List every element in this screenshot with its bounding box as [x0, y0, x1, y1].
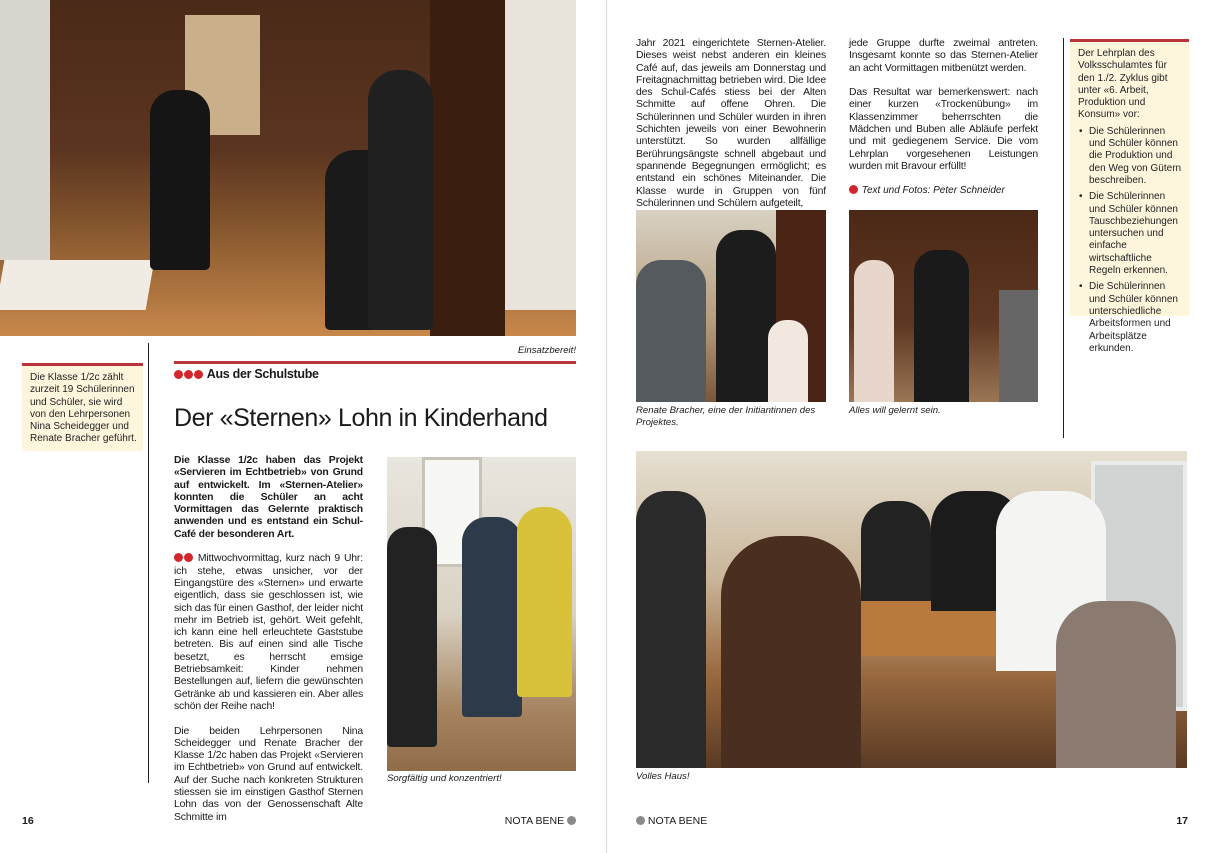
sidebar-text: Die Klasse 1/2c zählt zurzeit 19 Schülerinnen und Schüler, sie wird von den Lehrpersonen Nina Scheidegger und Renate Bracher geführt.	[30, 372, 137, 445]
column-divider	[148, 343, 149, 783]
footer-right	[636, 815, 707, 827]
photo-learning	[849, 210, 1038, 402]
left-sidebar-box	[22, 363, 143, 451]
photo-b-caption: Alles will gelernt sein.	[849, 405, 941, 416]
photo-renate-bracher	[636, 210, 826, 402]
page-number-left: 16	[22, 815, 34, 827]
article-paragraph: Die beiden Lehrpersonen Nina Scheidegger und Renate Bracher der Klasse 1/2c haben das Projekt «Servieren im Echtbetrieb» von Grund auf entwickelt. Auf der Suche nach konkreten Strukturen stiessen sie im einstigen Gasthof Sternen Lohn das von der Genossenschaft Alte Schmitte im	[174, 725, 363, 823]
article-paragraph: Das Resultat war bemerkenswert: nach einer kurzen «Trockenübung» im Klassenzimmer beherrschten die Mädchen und Buben alle Abläufe perfekt und mit gediegenem Service. Die vom Lehrplan vorgesehenen Leistungen wurden mit Bravour erfüllt!	[849, 87, 1038, 172]
article-paragraph: Mittwochvormittag, kurz nach 9 Uhr: ich stehe, etwas unsicher, vor der Eingangstüre des «Sternen» und erwarte eigentlich, dass sie geschlossen ist, wie sich das für einen Gasthof, der leider nicht mehr im Betrieb ist, gehört. Weit gefehlt, ich kann eine hell erleuchtete Gaststube betreten. Bis auf einen sind alle Tische besetzt, es herrscht emsige Betriebsamkeit: Kinder nehmen Bestellungen auf, liefern die gewünschten Getränke ab und kassieren ein. Aber alles schön der Reihe nach!	[174, 553, 363, 712]
article-body-left	[174, 455, 363, 836]
gutter	[606, 0, 607, 853]
photo-c-caption: Volles Haus!	[636, 771, 690, 782]
sidebar-bullet: • Die Schülerinnen und Schüler können unterschiedliche Arbeitsformen und Arbeitsplätze erkunden.	[1078, 281, 1183, 355]
article-body-col2	[849, 38, 1038, 186]
article-paragraph: jede Gruppe durfte zweimal antreten. Insgesamt konnte so das Sternen-Atelier an acht Vormittagen mitbenützt werden.	[849, 38, 1038, 74]
photo-a-caption: Renate Bracher, eine der Initiantinnen des Projektes.	[636, 405, 816, 428]
red-dot-icon	[194, 370, 203, 379]
sidebar-bullet: • Die Schülerinnen und Schüler können Tauschbeziehungen untersuchen und einfache wirtschaftliche Regeln erkennen.	[1078, 191, 1183, 277]
sidebar-bullet: • Die Schülerinnen und Schüler können die Produktion und den Weg von Gütern beschreiben.	[1078, 126, 1183, 187]
author-credit: Text und Fotos: Peter Schneider	[849, 185, 1005, 197]
red-dot-icon	[174, 553, 183, 562]
grey-dot-icon	[636, 816, 645, 825]
page-number-right: 17	[1176, 815, 1188, 827]
kicker	[174, 367, 319, 381]
article-lead: Die Klasse 1/2c haben das Projekt «Servieren im Echtbetrieb» von Grund auf entwickelt. Im «Sternen-Atelier» konnten die Schüler an acht Vormittagen das Gelernte praktisch anwenden und es entstand ein Schul-Café der besonderen Art.	[174, 455, 363, 540]
curriculum-sidebar	[1070, 39, 1189, 354]
footer-brand: NOTA BENE	[504, 815, 565, 827]
photo-classroom-top	[0, 0, 576, 336]
photo-full-house	[636, 451, 1187, 768]
photo-children-serving	[387, 457, 576, 771]
photo2-caption: Sorgfältig und konzentriert!	[387, 773, 502, 784]
top-photo-caption: Einsatzbereit!	[517, 345, 576, 356]
article-body-col1: Jahr 2021 eingerichtete Sternen-Atelier. Dieses weist nebst anderen ein kleines Café auf, das jeweils am Donnerstag und Freitagnachmittag betrieben wird. Die Idee des Schul-Cafés stiess bei der Alten Schmitte auf offene Ohren. Die Schülerinnen und Schüler wurden in ihren Schichten jeweils von einer Bewohnerin unterstützt. So wurden allfällige Berührungsängste schnell abgebaut und spannende Begegnungen ermöglicht; es entstand ein schönes Miteinander. Die Klasse wurde in Gruppen von fünf Schülerinnen und Schülern aufgeteilt,	[636, 38, 826, 209]
article-title: Der «Sternen» Lohn in Kinderhand	[174, 404, 548, 432]
grey-dot-icon	[567, 816, 576, 825]
red-dot-icon	[849, 185, 858, 194]
red-dot-icon	[184, 370, 193, 379]
red-dot-icon	[174, 370, 183, 379]
footer-left	[505, 815, 576, 827]
kicker-rule	[174, 361, 576, 364]
column-divider	[1063, 38, 1064, 438]
footer-brand: NOTA BENE	[647, 815, 708, 827]
red-dot-icon	[184, 553, 193, 562]
sidebar-intro: Der Lehrplan des Volksschulamtes für den 1./2. Zyklus gibt unter «6. Arbeit, Produktion und Konsum» vor:	[1078, 48, 1168, 121]
sidebar-bullets	[1078, 126, 1183, 355]
kicker-text: Aus der Schulstube	[206, 367, 319, 381]
